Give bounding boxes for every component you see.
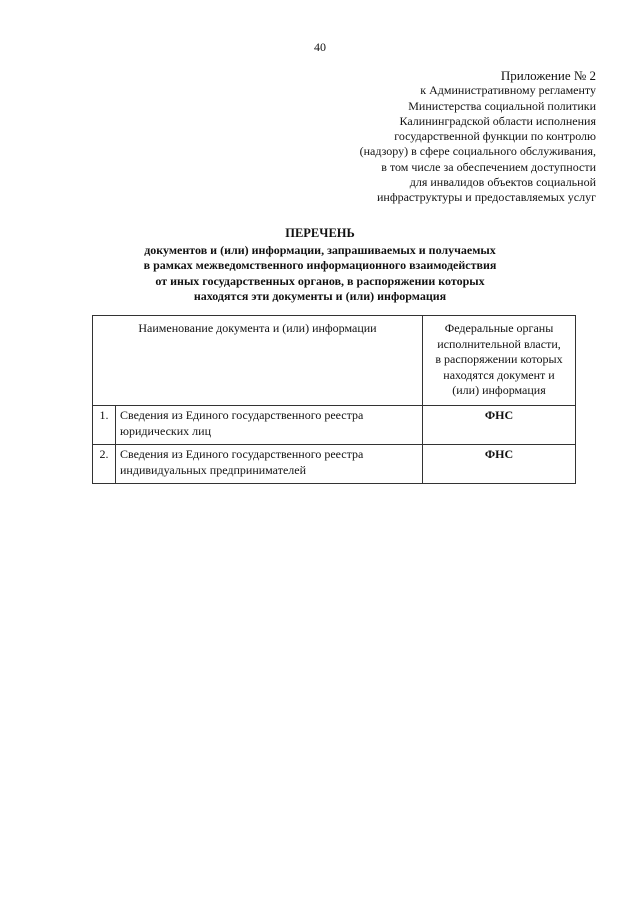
appendix-line: в том числе за обеспечением доступности	[381, 159, 596, 174]
title-line: в рамках межведомственного информационного взаимодействия	[143, 258, 497, 272]
header-federal-bodies	[423, 316, 576, 406]
title-line: находятся эти документы и (или) информация	[193, 289, 447, 303]
table-row	[93, 445, 576, 484]
row-federal-body: ФНС	[423, 406, 576, 445]
document-title	[0, 226, 640, 305]
header-org-line: Федеральные органы	[444, 321, 554, 335]
appendix-line: для инвалидов объектов социальной	[409, 175, 596, 190]
row-name-line: Сведения из Единого государственного реестра	[120, 447, 364, 461]
documents-table	[92, 315, 576, 484]
appendix-line: Приложение № 2	[500, 68, 596, 83]
header-document-name: Наименование документа и (или) информации	[93, 316, 423, 406]
table-header-row	[93, 316, 576, 406]
title-line: от иных государственных органов, в распоряжении которых	[155, 273, 485, 288]
title-heading: ПЕРЕЧЕНЬ	[285, 226, 355, 240]
page-number: 40	[314, 40, 326, 54]
table-row	[93, 406, 576, 445]
title-line: документов и (или) информации, запрашиваемых и получаемых	[144, 242, 496, 257]
row-federal-body: ФНС	[423, 445, 576, 484]
row-document-name	[116, 406, 423, 445]
appendix-line: Калининградской области исполнения	[399, 113, 596, 128]
row-name-line: Сведения из Единого государственного реестра	[120, 408, 364, 422]
header-org-line: в распоряжении которых	[435, 352, 563, 366]
appendix-line: инфраструктуры и предоставляемых услуг	[376, 190, 596, 205]
appendix-line: к Административному регламенту	[420, 83, 596, 98]
row-number: 2.	[93, 445, 116, 484]
row-name-line: индивидуальных предпринимателей	[120, 462, 306, 477]
header-org-line: исполнительной власти,	[437, 336, 561, 351]
header-org-line: находятся документ и	[443, 367, 555, 382]
row-name-line: юридических лиц	[120, 423, 211, 438]
appendix-line: (надзору) в сфере социального обслуживания,	[359, 144, 596, 159]
header-org-line: (или) информация	[452, 383, 546, 397]
appendix-note	[296, 68, 596, 206]
row-number: 1.	[93, 406, 116, 445]
appendix-line: государственной функции по контролю	[394, 129, 596, 144]
appendix-line: Министерства социальной политики	[408, 98, 596, 113]
row-document-name	[116, 445, 423, 484]
